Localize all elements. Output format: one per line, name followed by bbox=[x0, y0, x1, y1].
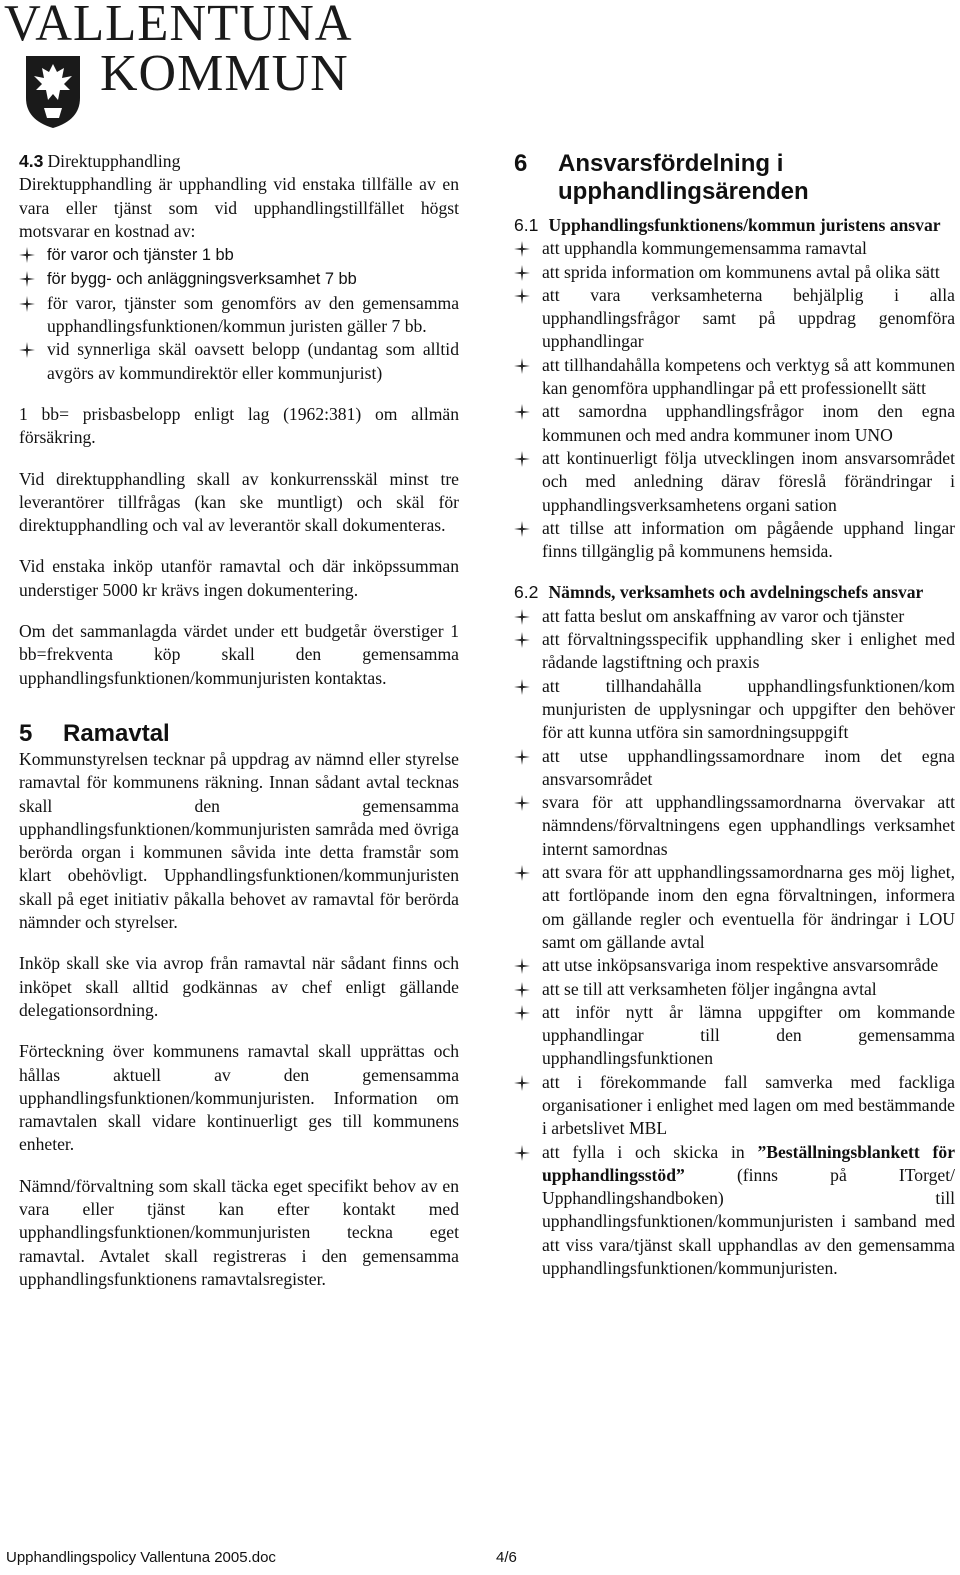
star-bullet-icon bbox=[514, 451, 530, 467]
list-item-text: att sprida information om kommunens avtal på olika sätt bbox=[542, 261, 940, 282]
star-bullet-icon bbox=[514, 958, 530, 974]
list-item bbox=[514, 1071, 955, 1141]
list-item-text: att fatta beslut om anskaffning av varor och tjänster bbox=[542, 605, 905, 626]
list-item bbox=[514, 447, 955, 517]
list-item bbox=[514, 284, 955, 354]
list-item bbox=[19, 292, 459, 339]
paragraph-single-purchase: Vid enstaka inköp utanför ramavtal och där inköpssumman understiger 5000 kr krävs ingen dokumentering. bbox=[19, 556, 459, 600]
paragraph-suppliers: Vid direktupphandling skall av konkurrensskäl minst tre leverantörer tillfrågas (kan ske muntligt) och skäl för direktupphandling och val av leverantör skall dokumenteras. bbox=[19, 468, 459, 536]
list-item-text: att upphandla kommungemensamma ramavtal bbox=[542, 238, 867, 259]
list-item-text: (finns på ITorget/ Upphandlingshandboken) till upphandlingsfunktionen/kommunjuristen i samband med att viss vara/tjänst skall upphandlas av den gemensamma upphandlingsfunktionen/kommunjuristen. bbox=[542, 1164, 955, 1279]
list-item-text: att tillhandahålla kompetens och verktyg så att kommunen kan genomföra upphandlingar på ett professionellt sätt bbox=[542, 354, 955, 399]
list-item-text: att utse upphandlingssamordnare inom det egna ansvarsområdet bbox=[542, 745, 955, 789]
list-item bbox=[514, 791, 955, 861]
responsibility-list-6-1 bbox=[514, 237, 955, 563]
list-item bbox=[514, 237, 955, 260]
coat-of-arms-icon bbox=[24, 54, 82, 130]
heading-4-3-title: Direktupphandling bbox=[47, 151, 181, 171]
list-item-order-form bbox=[514, 1141, 955, 1281]
order-form-name: ”Beställningsblankett för upphandlingsstöd” bbox=[542, 1141, 956, 1185]
list-item-text: att se till att verksamheten följer ingångna avtal bbox=[542, 978, 877, 999]
heading-5-ramavtal bbox=[19, 720, 459, 748]
list-item-text: att kontinuerligt följa utvecklingen inom ansvarsområdet och med anledning därav föreslå förändringar i upphandlingsverksamhetens organi sation bbox=[542, 447, 955, 515]
list-item bbox=[514, 675, 955, 745]
star-bullet-icon bbox=[514, 865, 530, 881]
heading-6 bbox=[514, 150, 955, 206]
star-bullet-icon bbox=[19, 296, 35, 312]
star-bullet-icon bbox=[19, 247, 35, 263]
list-item bbox=[514, 628, 955, 675]
paragraph-framework-4: Nämnd/förvaltning som skall täcka eget specifikt behov av en vara eller tjänst kan efter kontakt med upphandlingsfunktionen/kommunjuristen teckna eget ramavtal. Avtalet skall registreras i den gemensamma upphandlingsfunktionens ramavtalsregister. bbox=[19, 1175, 459, 1289]
heading-6-2-title: Nämnds, verksamhets och avdelningschefs ansvar bbox=[548, 582, 924, 603]
base-amount-note: 1 bb= prisbasbelopp enligt lag (1962:381) om allmän försäkring. bbox=[19, 403, 459, 448]
page-footer bbox=[6, 1549, 517, 1566]
star-bullet-icon bbox=[514, 632, 530, 648]
list-item-text: att utse inköpsansvariga inom respektive ansvarsområde bbox=[542, 955, 939, 976]
right-column bbox=[514, 150, 955, 1280]
heading-6-1-title: Upphandlingsfunktionens/kommun juristens ansvar bbox=[548, 215, 941, 235]
list-item bbox=[514, 517, 955, 564]
list-item bbox=[514, 261, 955, 284]
star-bullet-icon bbox=[514, 1145, 530, 1161]
paragraph-framework-3: Förteckning över kommunens ramavtal skall upprättas och hållas aktuell av den gemensamma upphandlingsfunktionen/kommunjuristen. Information om ramavtalen skall vidare kontinuerligt ges till kommunens enheter. bbox=[19, 1041, 459, 1155]
list-item-text: att tillhandahålla upphandlingsfunktionen/kom munjuristen de upplysningar och uppgifter den behöver för att kunna utföra sin samordningsuppgift bbox=[542, 675, 955, 743]
list-item bbox=[514, 978, 955, 1001]
star-bullet-icon bbox=[514, 404, 530, 420]
heading-6-number: 6 bbox=[514, 150, 528, 177]
list-item-text: att samordna upphandlingsfrågor inom den egna kommunen och med andra kommuner inom UNO bbox=[542, 401, 955, 445]
heading-6-2 bbox=[514, 581, 955, 604]
list-item bbox=[514, 400, 955, 447]
logo-word-vallentuna: VALLENTUNA bbox=[4, 0, 353, 52]
list-item bbox=[514, 1001, 955, 1071]
list-item-text: att svara för att upphandlingssamordnarna ges möj lighet, att fortlöpande inom den egna förvaltningen, informera om gällande regler och eventuella för ändringar i LOU samt om gällande avtal bbox=[542, 862, 955, 952]
heading-6-1 bbox=[514, 214, 955, 237]
footer-document-name: Upphandlingspolicy Vallentuna 2005.doc bbox=[6, 1549, 276, 1566]
heading-6-2-number: 6.2 bbox=[514, 582, 539, 603]
list-item-text: att fylla i och skicka in bbox=[542, 1141, 745, 1162]
threshold-list bbox=[19, 243, 459, 385]
list-item bbox=[19, 267, 459, 291]
heading-5-number: 5 bbox=[19, 719, 33, 747]
list-item-text: för varor och tjänster 1 bb bbox=[47, 246, 234, 265]
star-bullet-icon bbox=[19, 342, 35, 358]
list-item bbox=[514, 354, 955, 401]
star-bullet-icon bbox=[19, 271, 35, 287]
paragraph-budget-year: Om det sammanlagda värdet under ett budgetår överstiger 1 bb=frekventa köp skall den gemensamma upphandlingsfunktionen/kommunjuristen kontaktas. bbox=[19, 621, 459, 688]
star-bullet-icon bbox=[514, 1075, 530, 1091]
list-item-text: att tillse att information om pågående upphand lingar finns tillgänglig på kommunens hemsida. bbox=[542, 517, 955, 562]
paragraph-framework-2: Inköp skall ske via avrop från ramavtal när sådant finns och inköpet skall alltid godkännas av chef enligt gällande delegationsordning. bbox=[19, 953, 459, 1020]
logo-word-kommun: KOMMUN bbox=[100, 45, 349, 102]
list-item-text: för bygg- och anläggningsverksamhet 7 bb bbox=[47, 270, 357, 289]
list-item bbox=[19, 338, 459, 385]
direct-procurement-intro: Direktupphandling är upphandling vid enstaka tillfälle av en vara eller tjänst som vid upphandlingstillfället högst motsvarar en kostnad av: bbox=[19, 174, 459, 241]
star-bullet-icon bbox=[514, 982, 530, 998]
heading-5-title: Ramavtal bbox=[63, 719, 170, 747]
star-bullet-icon bbox=[514, 241, 530, 257]
municipality-logo bbox=[4, 2, 354, 132]
star-bullet-icon bbox=[514, 795, 530, 811]
heading-4-3 bbox=[19, 150, 459, 173]
list-item bbox=[514, 605, 955, 628]
list-item-text: att i förekommande fall samverka med fackliga organisationer i enlighet med lagen om med bestämmande i arbetslivet MBL bbox=[542, 1071, 955, 1139]
list-item-text: att förvaltningsspecifik upphandling sker i enlighet med rådande lagstiftning och praxis bbox=[542, 629, 955, 673]
left-column bbox=[19, 150, 459, 1291]
footer-page-number: 4/6 bbox=[496, 1549, 517, 1566]
heading-6-title: Ansvarsfördelning i upphandlingsärenden bbox=[558, 150, 809, 205]
responsibility-list-6-2 bbox=[514, 605, 955, 1281]
list-item bbox=[514, 745, 955, 792]
list-item bbox=[514, 861, 955, 954]
star-bullet-icon bbox=[514, 265, 530, 281]
star-bullet-icon bbox=[514, 521, 530, 537]
star-bullet-icon bbox=[514, 609, 530, 625]
list-item-text: att inför nytt år lämna uppgifter om kommande upphandlingar till den gemensamma upphandlingsfunktionen bbox=[542, 1001, 955, 1069]
heading-6-1-number: 6.1 bbox=[514, 215, 539, 235]
list-item-text: att vara verksamheterna behjälplig i alla upphandlingsfrågor samt på uppdrag genomföra upphandlingar bbox=[542, 284, 955, 352]
star-bullet-icon bbox=[514, 1005, 530, 1021]
star-bullet-icon bbox=[514, 679, 530, 695]
list-item bbox=[514, 954, 955, 977]
list-item-text: vid synnerliga skäl oavsett belopp (undantag som alltid avgörs av kommundirektör eller kommunjurist) bbox=[47, 339, 459, 383]
paragraph-framework-1: Kommunstyrelsen tecknar på uppdrag av nämnd eller styrelse ramavtal för kommunens räkning. Innan sådant avtal tecknas skall den gemensamma upphandlingsfunktionen/kommunjuristen samråda med övriga berörda organ i kommunen såvida inte detta framstår som klart obehövligt. Upphandlingsfunktionen/kommunjuristen skall på eget initiativ påkalla behovet av ramavtal för berörda nämnder och styrelser. bbox=[19, 748, 459, 933]
list-item-text: för varor, tjänster som genomförs av den gemensamma upphandlingsfunktionen/kommun juristen gäller 7 bb. bbox=[47, 292, 459, 337]
list-item-text: svara för att upphandlingssamordnarna övervakar att nämndens/förvaltningens egen upphandlings verksamhet internt samordnas bbox=[542, 792, 955, 859]
star-bullet-icon bbox=[514, 288, 530, 304]
star-bullet-icon bbox=[514, 749, 530, 765]
star-bullet-icon bbox=[514, 358, 530, 374]
list-item bbox=[19, 243, 459, 267]
heading-4-3-number: 4.3 bbox=[19, 151, 44, 171]
